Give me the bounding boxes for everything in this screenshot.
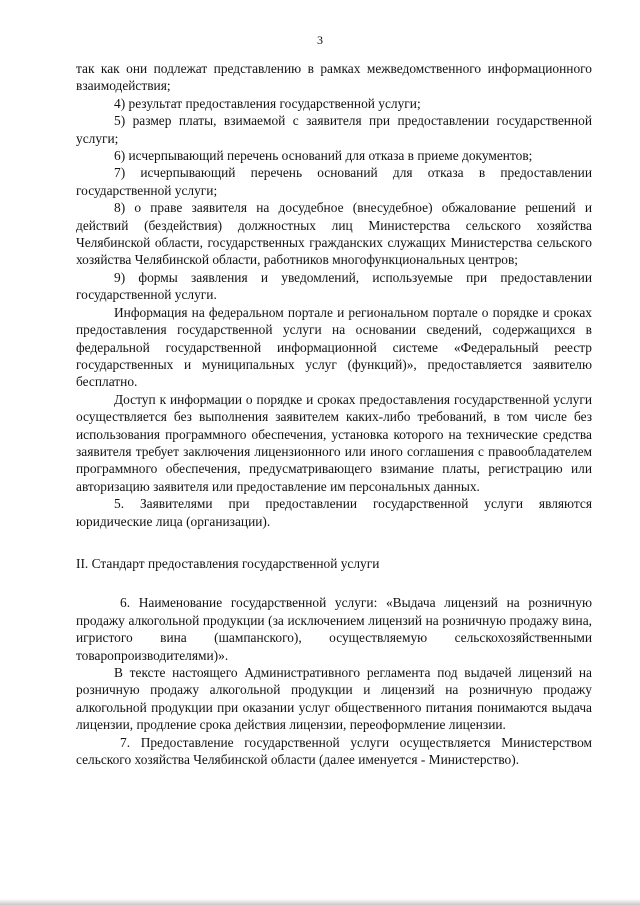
- list-item-4: 4) результат предоставления государственной услуги;: [114, 95, 421, 111]
- list-item-7: 7) исчерпывающий перечень оснований для отказа в предоставлении государственной услуги;: [76, 165, 592, 198]
- clause-7: 7. Предоставление государственной услуги осуществляется Министерством сельского хозяйства Челябинской области (далее именуется - Министерство).: [76, 734, 592, 768]
- section-heading: II. Стандарт предоставления государственной услуги: [76, 555, 380, 571]
- paragraph-definition: В тексте настоящего Административного регламента под выдачей лицензий на розничную продажу алкогольной продукции и лицензий на розничную продажу алкогольной продукции при оказании услуг общественного питания понимаются выдача лицензии, продление срока действия лицензии, переоформление лицензии.: [76, 665, 592, 733]
- list-item-8: 8) о праве заявителя на досудебное (внесудебное) обжалование решений и действий (бездействия) должностных лиц Министерства сельского хозяйства Челябинской области, государственных гражданских служащих Министерства сельского хозяйства Челябинской области, работников многофункциональных центров;: [76, 200, 592, 268]
- clause-5: 5. Заявителями при предоставлении государственной услуги являются юридические лица (организации).: [76, 496, 592, 529]
- clause-6: 6. Наименование государственной услуги: «Выдача лицензий на розничную продажу алкогольной продукции (за исключением лицензий на розничную продажу вина, игристого вина (шампанского), осуществляемую сельскохозяйственными товаропроизводителями)».: [76, 595, 592, 663]
- page-number: 3: [317, 33, 323, 47]
- paragraph-access: Доступ к информации о порядке и сроках предоставления государственной услуги осуществляется без выполнения заявителем каких-либо требований, в том числе без использования программного обеспечения, установка которого на технические средства заявителя требует заключения лицензионного или иного соглашения с правообладателем программного обеспечения, предусматривающего взимание платы, регистрацию или авторизацию заявителя или предоставление им персональных данных.: [76, 391, 592, 494]
- paragraph-portal-info: Информация на федеральном портале и региональном портале о порядке и сроках предоставления государственной услуги на основании сведений, содержащихся в федеральной государственной информационной системе «Федеральный реестр государственных и муниципальных услуг (функций)», предоставляется заявителю бесплатно.: [76, 304, 592, 390]
- list-item-5: 5) размер платы, взимаемой с заявителя при предоставлении государственной услуги;: [76, 113, 592, 146]
- paragraph-continuation: так как они подлежат представлению в рамках межведомственного информационного взаимодействия;: [76, 61, 592, 94]
- document-body: [76, 60, 592, 768]
- list-item-9: 9) формы заявления и уведомлений, используемые при предоставлении государственной услуги.: [76, 269, 592, 303]
- list-item-6: 6) исчерпывающий перечень оснований для отказа в приеме документов;: [114, 148, 533, 164]
- scan-bottom-edge: [0, 899, 640, 905]
